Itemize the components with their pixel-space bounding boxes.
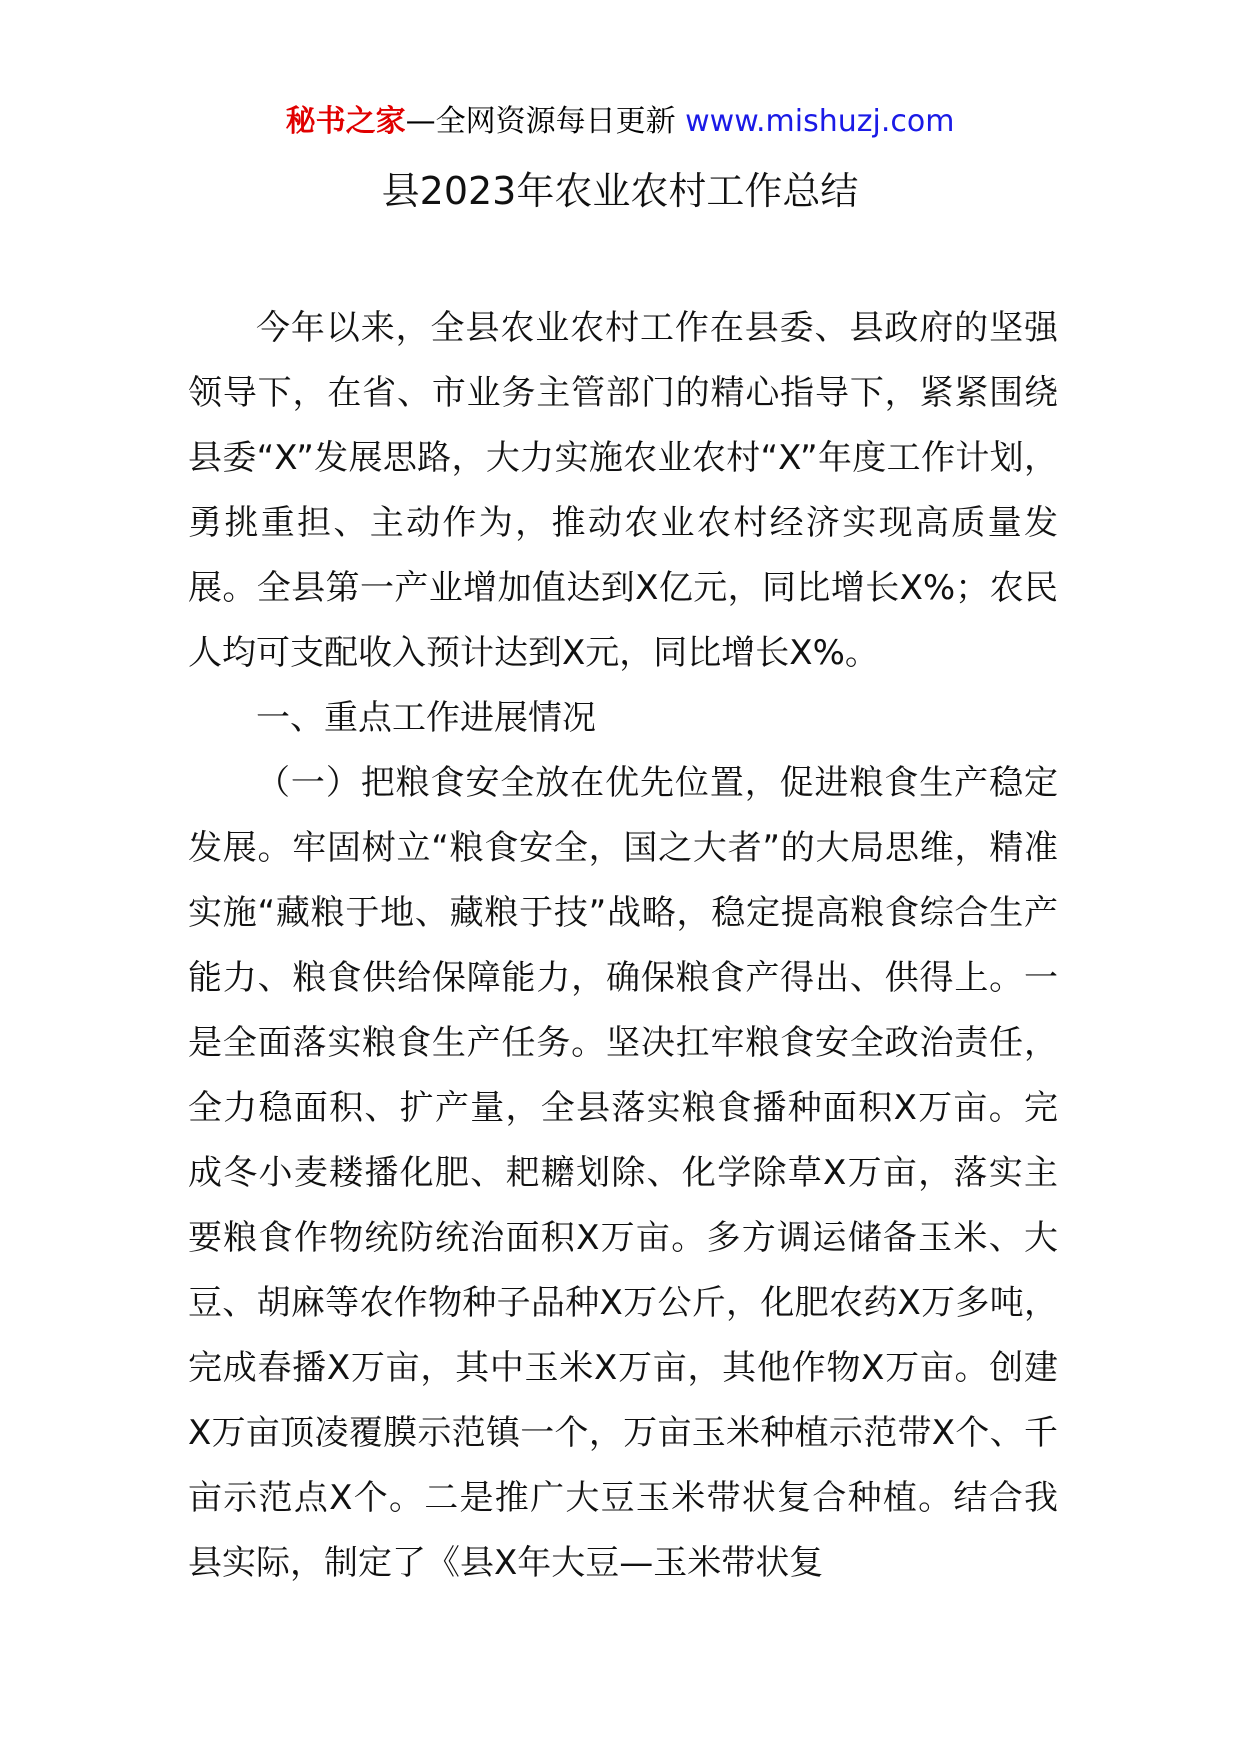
header-tagline: —全网资源每日更新 bbox=[405, 104, 676, 139]
site-url-link[interactable]: www.mishuzj.com bbox=[685, 104, 955, 139]
brand-name: 秘书之家 bbox=[285, 104, 406, 139]
section-paragraph: （一）把粮食安全放在优先位置，促进粮食生产稳定发展。牢固树立“粮食安全，国之大者”的大局思维，精准实施“藏粮于地、藏粮于技”战略，稳定提高粮食综合生产能力、粮食供给保障能力，确保粮食产得出、供得上。一是全面落实粮食生产任务。坚决扛牢粮食安全政治责任，全力稳面积、扩产量，全县落实粮食播种面积X万亩。完成冬小麦耧播化肥、耙耱划除、化学除草X万亩，落实主要粮食作物统防统治面积X万亩。多方调运储备玉米、大豆、胡麻等农作物种子品种X万公斤，化肥农药X万多吨，完成春播X万亩，其中玉米X万亩，其他作物X万亩。创建X万亩顶凌覆膜示范镇一个，万亩玉米种植示范带X个、千亩示范点X个。二是推广大豆玉米带状复合种植。结合我县实际，制定了《县X年大豆—玉米带状复 bbox=[188, 763, 1058, 1583]
document-title: 县2023年农业农村工作总结 bbox=[381, 169, 859, 213]
intro-paragraph: 今年以来，全县农业农村工作在县委、县政府的坚强领导下，在省、市业务主管部门的精心指导下，紧紧围绕县委“X”发展思路，大力实施农业农村“X”年度工作计划，勇挑重担、主动作为，推动农业农村经济实现高质量发展。全县第一产业增加值达到X亿元，同比增长X%；农民人均可支配收入预计达到X元，同比增长X%。 bbox=[188, 308, 1058, 673]
site-header bbox=[0, 102, 1240, 142]
document-body bbox=[188, 296, 1058, 1596]
section-heading: 一、重点工作进展情况 bbox=[256, 698, 596, 738]
